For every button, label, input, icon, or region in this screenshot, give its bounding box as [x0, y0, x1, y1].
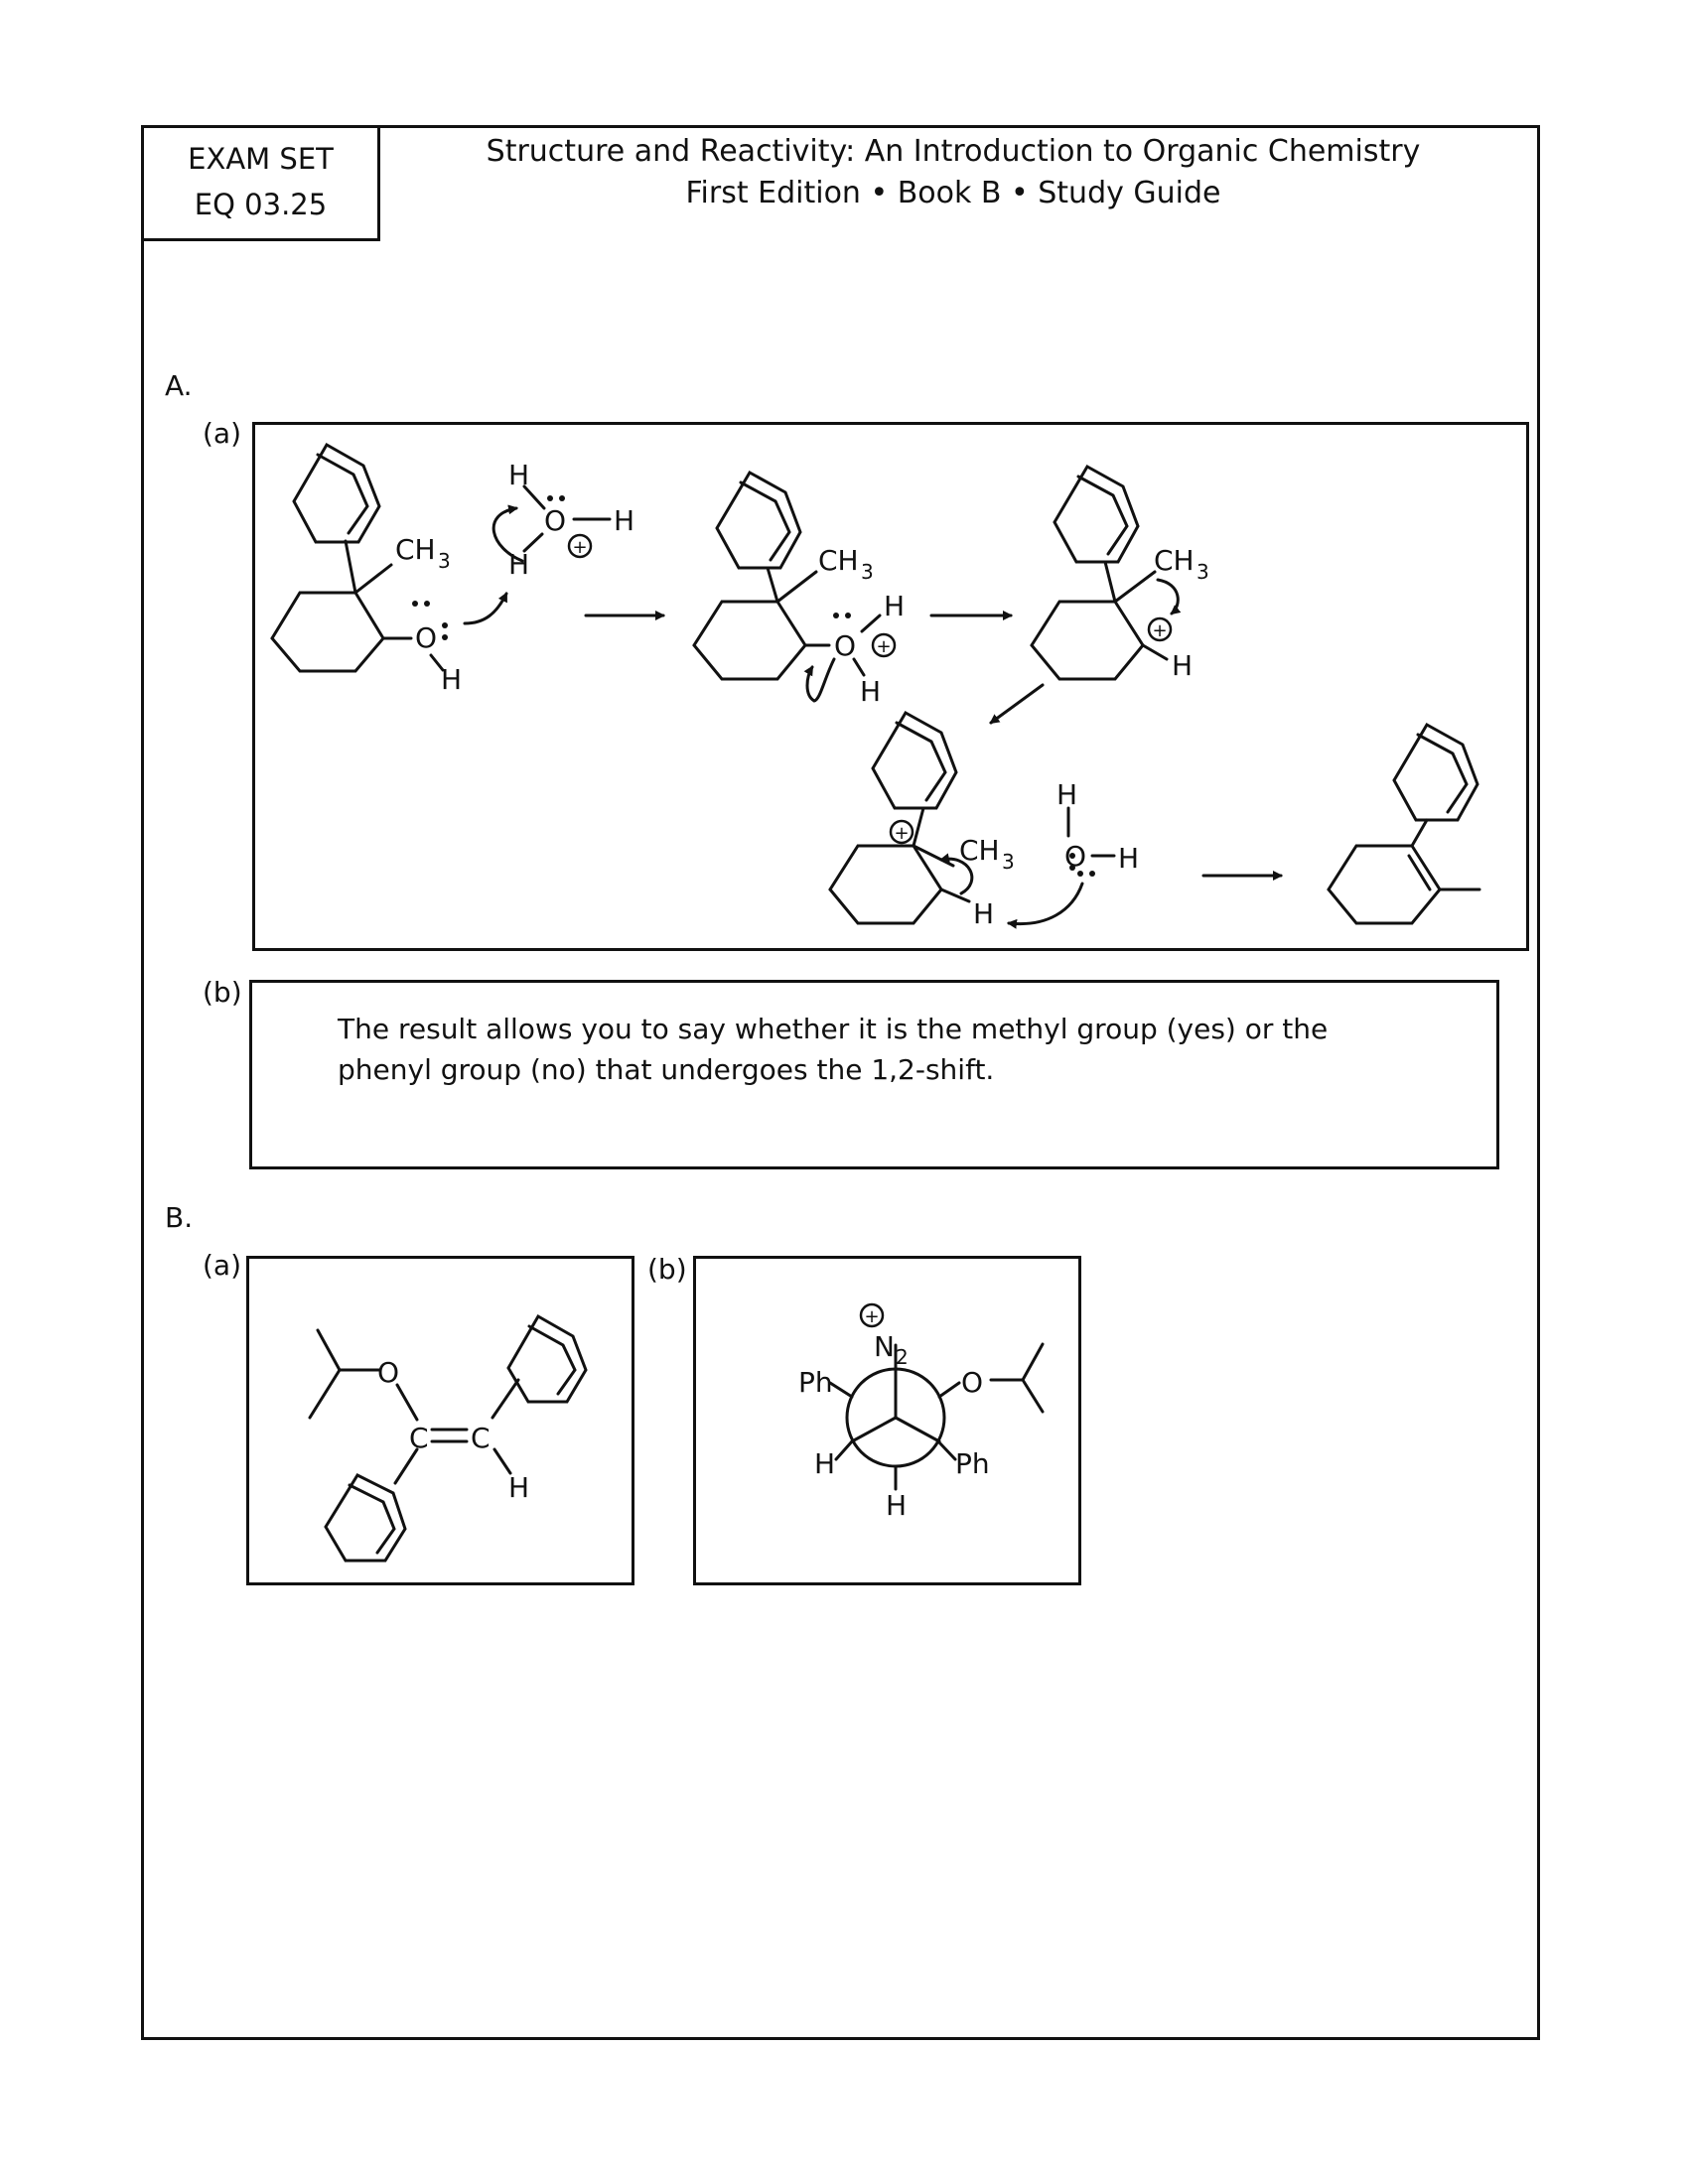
- section-a-part-a-label: (a): [203, 417, 242, 450]
- phenyl-label: Ph: [798, 1366, 833, 1399]
- methyl-label: CH: [395, 533, 436, 566]
- carbon-label: C: [409, 1422, 429, 1454]
- oxygen-label: O: [377, 1356, 400, 1389]
- plus-charge: +: [572, 537, 588, 558]
- hydrogen-label: H: [1172, 649, 1194, 682]
- methyl-label: CH: [959, 834, 1000, 867]
- oxygen-label: O: [415, 621, 438, 654]
- nitrogen-label: N: [874, 1330, 895, 1363]
- book-title: Structure and Reactivity: An Introduction to Organic Chemistry: [486, 134, 1421, 169]
- plus-charge: +: [864, 1306, 880, 1327]
- hydrogen-label: H: [614, 504, 635, 537]
- hydrogen-label: H: [1056, 778, 1078, 811]
- section-a-part-b-label: (b): [203, 976, 242, 1009]
- hydrogen-label: H: [814, 1447, 836, 1480]
- hydrogen-label: H: [508, 548, 530, 581]
- plus-charge: +: [876, 636, 892, 657]
- hydrogen-label: H: [1118, 842, 1140, 875]
- oxygen-label: O: [1064, 840, 1087, 873]
- hydrogen-label: H: [508, 1471, 530, 1504]
- hydrogen-label: H: [886, 1489, 908, 1522]
- hydrogen-label: H: [973, 897, 995, 930]
- subscript-3: 3: [438, 549, 451, 573]
- hydrogen-label: H: [884, 590, 906, 622]
- methyl-label: CH: [1154, 544, 1195, 577]
- answer-text: The result allows you to say whether it is the methyl group (yes) or the phenyl group (no) that undergoes the 1,2-shift.: [338, 1013, 1329, 1086]
- subscript-3: 3: [1002, 850, 1015, 874]
- subscript-2: 2: [896, 1345, 909, 1369]
- section-b-part-b-label: (b): [647, 1253, 687, 1286]
- hydrogen-label: H: [441, 663, 463, 696]
- plus-charge: +: [1152, 620, 1168, 641]
- section-b-part-a-label: (a): [203, 1249, 242, 1282]
- hydrogen-label: H: [860, 675, 882, 708]
- hydrogen-label: H: [508, 459, 530, 491]
- methyl-label: CH: [818, 544, 859, 577]
- section-b-label: B.: [165, 1201, 194, 1234]
- plus-charge: +: [894, 823, 910, 844]
- subscript-3: 3: [861, 560, 874, 584]
- exam-set-label: EXAM SET: [188, 142, 334, 176]
- section-a-label: A.: [165, 369, 193, 402]
- phenyl-ring: [294, 445, 379, 542]
- exam-set-code: EQ 03.25: [194, 188, 328, 221]
- phenyl-label: Ph: [955, 1447, 990, 1480]
- oxygen-label: O: [544, 504, 567, 537]
- subscript-3: 3: [1196, 560, 1209, 584]
- oxygen-label: O: [834, 629, 857, 662]
- carbon-label: C: [471, 1422, 491, 1454]
- oxygen-label: O: [961, 1366, 984, 1399]
- book-subtitle: First Edition • Book B • Study Guide: [685, 176, 1221, 210]
